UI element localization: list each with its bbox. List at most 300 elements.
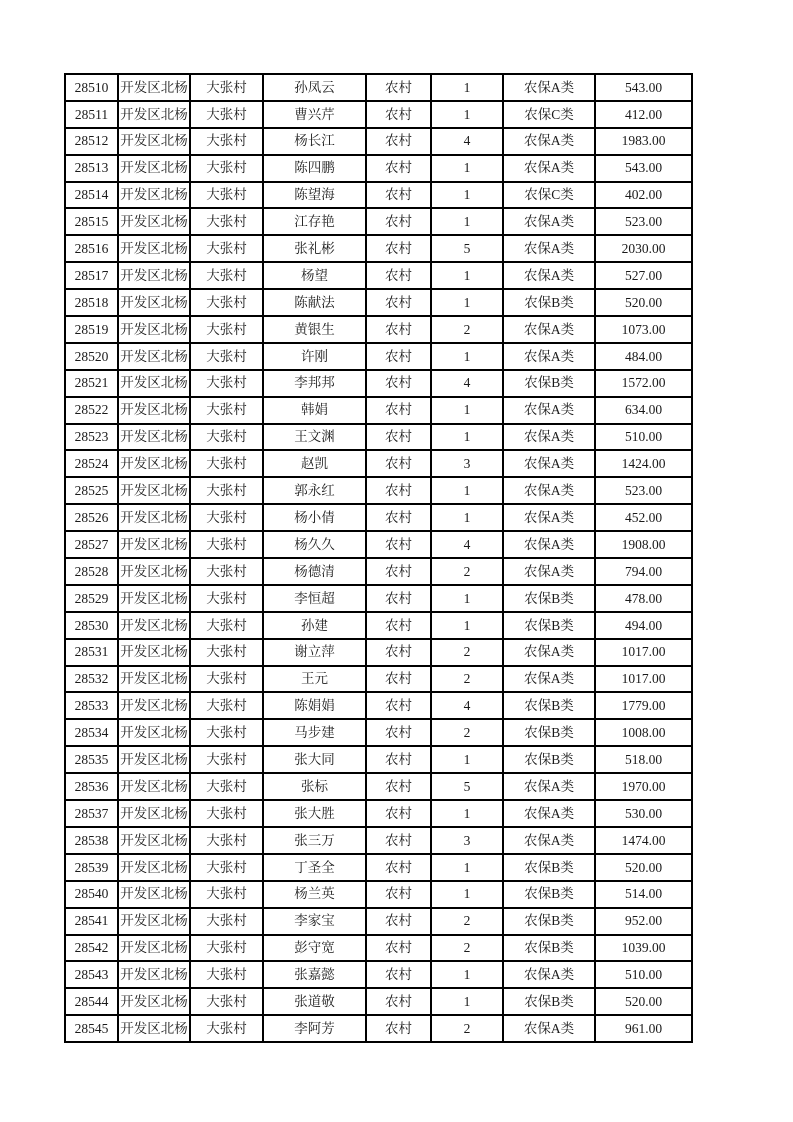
cell-district: 开发区北杨 <box>118 558 190 585</box>
cell-person-name: 张道敬 <box>263 988 366 1015</box>
cell-insurance-category: 农保A类 <box>503 827 595 854</box>
cell-insurance-category: 农保A类 <box>503 74 595 101</box>
cell-person-count: 2 <box>431 935 503 962</box>
cell-person-count: 1 <box>431 504 503 531</box>
cell-amount: 510.00 <box>595 961 692 988</box>
cell-residence-type: 农村 <box>366 289 431 316</box>
cell-record-id: 28538 <box>65 827 118 854</box>
cell-residence-type: 农村 <box>366 800 431 827</box>
cell-person-name: 杨久久 <box>263 531 366 558</box>
cell-person-name: 张嘉懿 <box>263 961 366 988</box>
cell-district: 开发区北杨 <box>118 692 190 719</box>
cell-district: 开发区北杨 <box>118 612 190 639</box>
cell-record-id: 28519 <box>65 316 118 343</box>
cell-amount: 494.00 <box>595 612 692 639</box>
cell-residence-type: 农村 <box>366 343 431 370</box>
cell-residence-type: 农村 <box>366 262 431 289</box>
cell-record-id: 28528 <box>65 558 118 585</box>
cell-amount: 527.00 <box>595 262 692 289</box>
cell-person-name: 陈望海 <box>263 182 366 209</box>
cell-person-name: 李家宝 <box>263 908 366 935</box>
cell-record-id: 28543 <box>65 961 118 988</box>
cell-residence-type: 农村 <box>366 397 431 424</box>
cell-person-count: 1 <box>431 74 503 101</box>
table-row <box>65 800 692 827</box>
table-row <box>65 773 692 800</box>
cell-district: 开发区北杨 <box>118 800 190 827</box>
cell-insurance-category: 农保B类 <box>503 908 595 935</box>
cell-district: 开发区北杨 <box>118 854 190 881</box>
cell-residence-type: 农村 <box>366 370 431 397</box>
cell-record-id: 28520 <box>65 343 118 370</box>
cell-person-name: 黄银生 <box>263 316 366 343</box>
cell-insurance-category: 农保A类 <box>503 531 595 558</box>
table-row <box>65 370 692 397</box>
cell-person-name: 郭永红 <box>263 477 366 504</box>
cell-amount: 1572.00 <box>595 370 692 397</box>
cell-district: 开发区北杨 <box>118 101 190 128</box>
cell-village: 大张村 <box>190 316 263 343</box>
cell-person-count: 1 <box>431 988 503 1015</box>
cell-amount: 543.00 <box>595 155 692 182</box>
cell-amount: 2030.00 <box>595 235 692 262</box>
cell-person-name: 陈娟娟 <box>263 692 366 719</box>
cell-person-name: 孙建 <box>263 612 366 639</box>
cell-district: 开发区北杨 <box>118 424 190 451</box>
cell-insurance-category: 农保B类 <box>503 746 595 773</box>
cell-district: 开发区北杨 <box>118 961 190 988</box>
cell-record-id: 28533 <box>65 692 118 719</box>
cell-insurance-category: 农保A类 <box>503 316 595 343</box>
cell-person-name: 李阿芳 <box>263 1015 366 1042</box>
cell-record-id: 28518 <box>65 289 118 316</box>
cell-insurance-category: 农保B类 <box>503 719 595 746</box>
table-row <box>65 558 692 585</box>
cell-village: 大张村 <box>190 827 263 854</box>
cell-record-id: 28540 <box>65 881 118 908</box>
cell-person-count: 1 <box>431 289 503 316</box>
cell-district: 开发区北杨 <box>118 719 190 746</box>
table-row <box>65 827 692 854</box>
cell-amount: 518.00 <box>595 746 692 773</box>
cell-district: 开发区北杨 <box>118 477 190 504</box>
cell-amount: 1474.00 <box>595 827 692 854</box>
cell-village: 大张村 <box>190 424 263 451</box>
cell-village: 大张村 <box>190 101 263 128</box>
table-row <box>65 343 692 370</box>
cell-record-id: 28544 <box>65 988 118 1015</box>
cell-person-name: 张标 <box>263 773 366 800</box>
cell-residence-type: 农村 <box>366 719 431 746</box>
cell-residence-type: 农村 <box>366 477 431 504</box>
cell-insurance-category: 农保A类 <box>503 235 595 262</box>
cell-person-name: 张大胜 <box>263 800 366 827</box>
cell-amount: 523.00 <box>595 477 692 504</box>
cell-village: 大张村 <box>190 397 263 424</box>
cell-record-id: 28532 <box>65 666 118 693</box>
cell-person-name: 彭守宽 <box>263 935 366 962</box>
cell-person-count: 1 <box>431 800 503 827</box>
cell-amount: 520.00 <box>595 988 692 1015</box>
cell-amount: 1017.00 <box>595 639 692 666</box>
cell-person-count: 1 <box>431 961 503 988</box>
cell-village: 大张村 <box>190 289 263 316</box>
cell-insurance-category: 农保A类 <box>503 666 595 693</box>
cell-person-count: 3 <box>431 827 503 854</box>
cell-record-id: 28526 <box>65 504 118 531</box>
cell-residence-type: 农村 <box>366 450 431 477</box>
cell-record-id: 28531 <box>65 639 118 666</box>
cell-insurance-category: 农保A类 <box>503 343 595 370</box>
cell-amount: 452.00 <box>595 504 692 531</box>
cell-person-count: 4 <box>431 128 503 155</box>
cell-residence-type: 农村 <box>366 531 431 558</box>
cell-record-id: 28510 <box>65 74 118 101</box>
table-row <box>65 692 692 719</box>
cell-record-id: 28536 <box>65 773 118 800</box>
benefits-table <box>64 73 693 1043</box>
cell-person-count: 1 <box>431 101 503 128</box>
cell-village: 大张村 <box>190 235 263 262</box>
cell-person-name: 王文渊 <box>263 424 366 451</box>
cell-person-count: 3 <box>431 450 503 477</box>
cell-amount: 634.00 <box>595 397 692 424</box>
cell-village: 大张村 <box>190 128 263 155</box>
cell-insurance-category: 农保A类 <box>503 450 595 477</box>
cell-amount: 1039.00 <box>595 935 692 962</box>
cell-amount: 794.00 <box>595 558 692 585</box>
cell-district: 开发区北杨 <box>118 316 190 343</box>
table-row <box>65 585 692 612</box>
cell-district: 开发区北杨 <box>118 504 190 531</box>
cell-village: 大张村 <box>190 961 263 988</box>
cell-village: 大张村 <box>190 155 263 182</box>
table-row <box>65 1015 692 1042</box>
cell-residence-type: 农村 <box>366 854 431 881</box>
cell-residence-type: 农村 <box>366 827 431 854</box>
cell-record-id: 28525 <box>65 477 118 504</box>
cell-village: 大张村 <box>190 262 263 289</box>
cell-insurance-category: 农保A类 <box>503 773 595 800</box>
cell-amount: 1970.00 <box>595 773 692 800</box>
cell-residence-type: 农村 <box>366 208 431 235</box>
cell-person-name: 王元 <box>263 666 366 693</box>
cell-record-id: 28515 <box>65 208 118 235</box>
table-row <box>65 908 692 935</box>
table-row <box>65 477 692 504</box>
cell-village: 大张村 <box>190 935 263 962</box>
cell-record-id: 28517 <box>65 262 118 289</box>
cell-record-id: 28527 <box>65 531 118 558</box>
cell-district: 开发区北杨 <box>118 1015 190 1042</box>
table-row <box>65 531 692 558</box>
cell-insurance-category: 农保A类 <box>503 961 595 988</box>
cell-person-name: 杨德清 <box>263 558 366 585</box>
cell-person-name: 李恒超 <box>263 585 366 612</box>
table-row <box>65 612 692 639</box>
cell-record-id: 28513 <box>65 155 118 182</box>
cell-district: 开发区北杨 <box>118 289 190 316</box>
table-row <box>65 988 692 1015</box>
cell-insurance-category: 农保C类 <box>503 182 595 209</box>
cell-residence-type: 农村 <box>366 612 431 639</box>
cell-district: 开发区北杨 <box>118 370 190 397</box>
cell-residence-type: 农村 <box>366 961 431 988</box>
cell-village: 大张村 <box>190 531 263 558</box>
cell-person-count: 1 <box>431 208 503 235</box>
cell-person-count: 2 <box>431 316 503 343</box>
cell-person-name: 曹兴芹 <box>263 101 366 128</box>
cell-insurance-category: 农保B类 <box>503 289 595 316</box>
cell-residence-type: 农村 <box>366 585 431 612</box>
table-row <box>65 935 692 962</box>
cell-person-count: 4 <box>431 692 503 719</box>
cell-person-count: 2 <box>431 719 503 746</box>
cell-record-id: 28542 <box>65 935 118 962</box>
cell-district: 开发区北杨 <box>118 639 190 666</box>
cell-insurance-category: 农保B类 <box>503 370 595 397</box>
cell-village: 大张村 <box>190 639 263 666</box>
cell-village: 大张村 <box>190 612 263 639</box>
cell-residence-type: 农村 <box>366 316 431 343</box>
cell-record-id: 28529 <box>65 585 118 612</box>
cell-residence-type: 农村 <box>366 666 431 693</box>
table-row <box>65 262 692 289</box>
cell-village: 大张村 <box>190 746 263 773</box>
cell-district: 开发区北杨 <box>118 666 190 693</box>
cell-person-count: 5 <box>431 235 503 262</box>
cell-residence-type: 农村 <box>366 746 431 773</box>
table-row <box>65 961 692 988</box>
cell-district: 开发区北杨 <box>118 827 190 854</box>
table-row <box>65 128 692 155</box>
cell-record-id: 28512 <box>65 128 118 155</box>
cell-person-name: 许刚 <box>263 343 366 370</box>
cell-record-id: 28521 <box>65 370 118 397</box>
cell-insurance-category: 农保B类 <box>503 988 595 1015</box>
cell-person-count: 2 <box>431 639 503 666</box>
cell-village: 大张村 <box>190 343 263 370</box>
cell-district: 开发区北杨 <box>118 208 190 235</box>
cell-village: 大张村 <box>190 692 263 719</box>
cell-district: 开发区北杨 <box>118 262 190 289</box>
cell-amount: 530.00 <box>595 800 692 827</box>
cell-record-id: 28535 <box>65 746 118 773</box>
cell-insurance-category: 农保A类 <box>503 208 595 235</box>
cell-insurance-category: 农保A类 <box>503 1015 595 1042</box>
cell-village: 大张村 <box>190 370 263 397</box>
cell-person-count: 2 <box>431 558 503 585</box>
cell-insurance-category: 农保A类 <box>503 397 595 424</box>
cell-amount: 412.00 <box>595 101 692 128</box>
cell-amount: 510.00 <box>595 424 692 451</box>
cell-person-count: 2 <box>431 1015 503 1042</box>
table-row <box>65 639 692 666</box>
cell-residence-type: 农村 <box>366 988 431 1015</box>
cell-residence-type: 农村 <box>366 128 431 155</box>
cell-residence-type: 农村 <box>366 935 431 962</box>
cell-person-count: 1 <box>431 155 503 182</box>
cell-amount: 1908.00 <box>595 531 692 558</box>
cell-village: 大张村 <box>190 585 263 612</box>
cell-insurance-category: 农保A类 <box>503 262 595 289</box>
cell-insurance-category: 农保A类 <box>503 639 595 666</box>
cell-village: 大张村 <box>190 477 263 504</box>
cell-person-count: 1 <box>431 881 503 908</box>
table-row <box>65 666 692 693</box>
cell-amount: 961.00 <box>595 1015 692 1042</box>
cell-village: 大张村 <box>190 666 263 693</box>
cell-residence-type: 农村 <box>366 773 431 800</box>
cell-record-id: 28514 <box>65 182 118 209</box>
cell-residence-type: 农村 <box>366 424 431 451</box>
cell-residence-type: 农村 <box>366 692 431 719</box>
cell-person-name: 杨长江 <box>263 128 366 155</box>
cell-amount: 1424.00 <box>595 450 692 477</box>
cell-insurance-category: 农保A类 <box>503 504 595 531</box>
cell-village: 大张村 <box>190 800 263 827</box>
cell-village: 大张村 <box>190 450 263 477</box>
cell-person-name: 杨小倩 <box>263 504 366 531</box>
cell-amount: 484.00 <box>595 343 692 370</box>
table-row <box>65 450 692 477</box>
cell-record-id: 28541 <box>65 908 118 935</box>
cell-record-id: 28537 <box>65 800 118 827</box>
table-row <box>65 155 692 182</box>
cell-amount: 543.00 <box>595 74 692 101</box>
cell-district: 开发区北杨 <box>118 450 190 477</box>
cell-village: 大张村 <box>190 988 263 1015</box>
cell-insurance-category: 农保B类 <box>503 692 595 719</box>
cell-person-name: 杨望 <box>263 262 366 289</box>
cell-record-id: 28511 <box>65 101 118 128</box>
cell-person-name: 韩娟 <box>263 397 366 424</box>
cell-amount: 520.00 <box>595 854 692 881</box>
cell-person-count: 4 <box>431 370 503 397</box>
cell-person-count: 5 <box>431 773 503 800</box>
cell-record-id: 28523 <box>65 424 118 451</box>
cell-residence-type: 农村 <box>366 558 431 585</box>
cell-insurance-category: 农保A类 <box>503 155 595 182</box>
cell-amount: 520.00 <box>595 289 692 316</box>
cell-insurance-category: 农保B类 <box>503 585 595 612</box>
cell-record-id: 28522 <box>65 397 118 424</box>
cell-district: 开发区北杨 <box>118 908 190 935</box>
table-body <box>65 74 692 1042</box>
cell-amount: 1017.00 <box>595 666 692 693</box>
cell-district: 开发区北杨 <box>118 746 190 773</box>
cell-village: 大张村 <box>190 881 263 908</box>
cell-record-id: 28516 <box>65 235 118 262</box>
table-row <box>65 424 692 451</box>
cell-residence-type: 农村 <box>366 101 431 128</box>
cell-person-name: 张礼彬 <box>263 235 366 262</box>
cell-residence-type: 农村 <box>366 504 431 531</box>
cell-insurance-category: 农保B类 <box>503 935 595 962</box>
cell-person-count: 1 <box>431 182 503 209</box>
cell-person-count: 1 <box>431 585 503 612</box>
cell-person-name: 马步建 <box>263 719 366 746</box>
cell-record-id: 28539 <box>65 854 118 881</box>
cell-amount: 523.00 <box>595 208 692 235</box>
cell-district: 开发区北杨 <box>118 773 190 800</box>
table-row <box>65 854 692 881</box>
cell-residence-type: 农村 <box>366 881 431 908</box>
cell-village: 大张村 <box>190 719 263 746</box>
cell-insurance-category: 农保C类 <box>503 101 595 128</box>
table-row <box>65 235 692 262</box>
cell-insurance-category: 农保A类 <box>503 424 595 451</box>
table-row <box>65 719 692 746</box>
cell-person-count: 1 <box>431 612 503 639</box>
cell-person-count: 1 <box>431 477 503 504</box>
cell-person-count: 2 <box>431 666 503 693</box>
table-row <box>65 208 692 235</box>
cell-person-count: 2 <box>431 908 503 935</box>
cell-district: 开发区北杨 <box>118 343 190 370</box>
cell-person-name: 李邦邦 <box>263 370 366 397</box>
cell-person-name: 孙凤云 <box>263 74 366 101</box>
cell-residence-type: 农村 <box>366 639 431 666</box>
table-row <box>65 881 692 908</box>
cell-insurance-category: 农保B类 <box>503 881 595 908</box>
cell-record-id: 28524 <box>65 450 118 477</box>
cell-record-id: 28545 <box>65 1015 118 1042</box>
cell-amount: 952.00 <box>595 908 692 935</box>
cell-person-count: 1 <box>431 397 503 424</box>
cell-person-name: 张大同 <box>263 746 366 773</box>
cell-insurance-category: 农保A类 <box>503 477 595 504</box>
cell-insurance-category: 农保A类 <box>503 558 595 585</box>
cell-insurance-category: 农保A类 <box>503 800 595 827</box>
cell-amount: 1008.00 <box>595 719 692 746</box>
table-row <box>65 504 692 531</box>
table-row <box>65 397 692 424</box>
cell-district: 开发区北杨 <box>118 128 190 155</box>
cell-insurance-category: 农保B类 <box>503 612 595 639</box>
cell-person-name: 陈四鹏 <box>263 155 366 182</box>
cell-person-name: 杨兰英 <box>263 881 366 908</box>
cell-district: 开发区北杨 <box>118 881 190 908</box>
cell-person-name: 江存艳 <box>263 208 366 235</box>
cell-village: 大张村 <box>190 773 263 800</box>
cell-person-count: 1 <box>431 262 503 289</box>
cell-village: 大张村 <box>190 558 263 585</box>
cell-district: 开发区北杨 <box>118 182 190 209</box>
cell-residence-type: 农村 <box>366 74 431 101</box>
cell-village: 大张村 <box>190 908 263 935</box>
cell-person-name: 赵凯 <box>263 450 366 477</box>
table-row <box>65 182 692 209</box>
cell-village: 大张村 <box>190 182 263 209</box>
table-row <box>65 746 692 773</box>
cell-record-id: 28530 <box>65 612 118 639</box>
cell-village: 大张村 <box>190 854 263 881</box>
cell-district: 开发区北杨 <box>118 235 190 262</box>
cell-person-count: 1 <box>431 854 503 881</box>
cell-residence-type: 农村 <box>366 908 431 935</box>
cell-person-count: 1 <box>431 746 503 773</box>
cell-village: 大张村 <box>190 208 263 235</box>
cell-amount: 1779.00 <box>595 692 692 719</box>
cell-residence-type: 农村 <box>366 235 431 262</box>
table-row <box>65 289 692 316</box>
cell-district: 开发区北杨 <box>118 74 190 101</box>
cell-district: 开发区北杨 <box>118 935 190 962</box>
cell-amount: 478.00 <box>595 585 692 612</box>
cell-person-name: 陈献法 <box>263 289 366 316</box>
cell-insurance-category: 农保B类 <box>503 854 595 881</box>
